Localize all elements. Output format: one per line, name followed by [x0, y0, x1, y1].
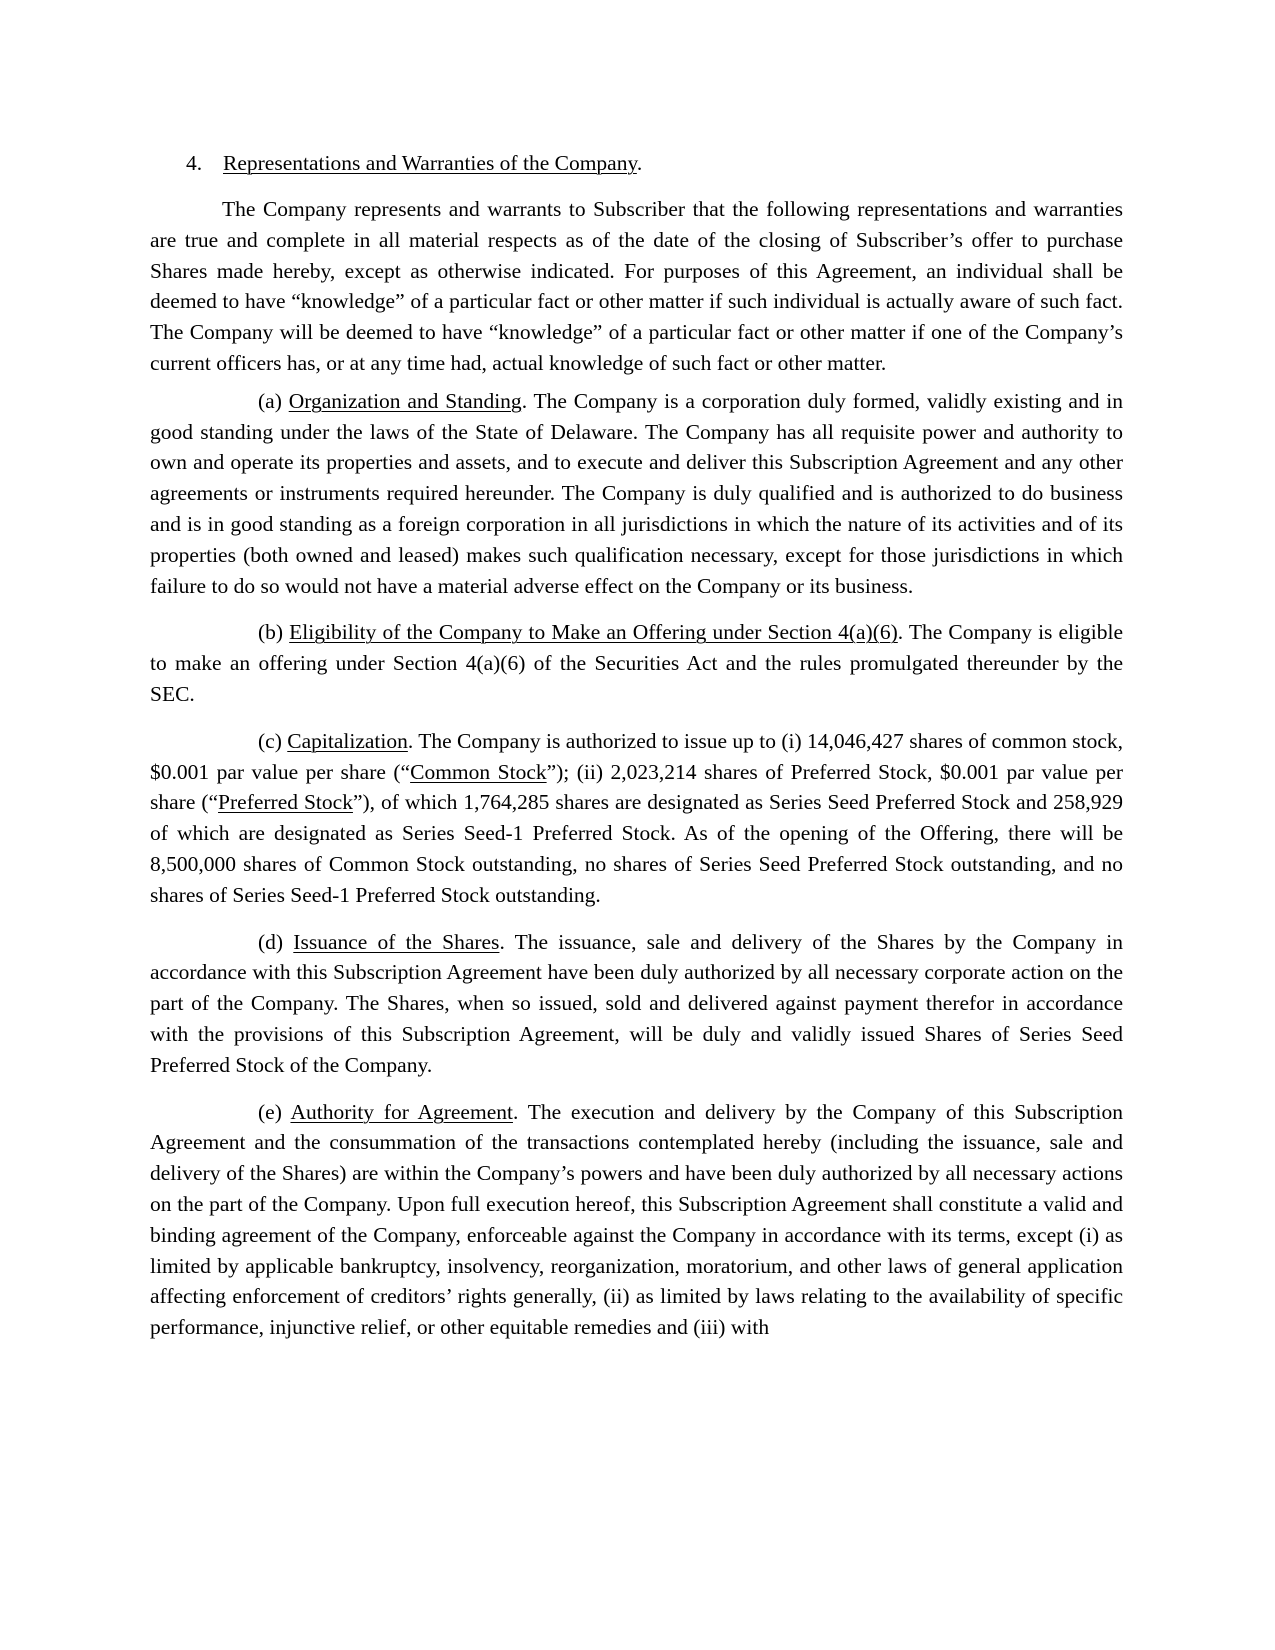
subsection-title: Organization and Standing: [288, 388, 522, 413]
subsection-d: [150, 927, 1123, 1081]
defined-term-preferred-stock: Preferred Stock: [218, 790, 353, 815]
subsection-letter: (d): [258, 929, 284, 954]
section-title-period: .: [636, 151, 643, 175]
subsection-letter: (a): [258, 388, 282, 413]
section-number: 4.: [186, 151, 203, 175]
document-body: [150, 148, 1123, 1343]
subsection-title: Authority for Agreement: [290, 1099, 513, 1124]
subsection-title: Eligibility of the Company to Make an Offering under Section 4(a)(6): [289, 620, 898, 645]
subsection-letter: (c): [258, 728, 282, 753]
subsection-b: [150, 617, 1123, 709]
section-heading: [186, 148, 1123, 179]
subsection-letter: (b): [258, 620, 284, 645]
subsection-e: [150, 1097, 1123, 1343]
subsection-body: . The issuance, sale and delivery of the Shares by the Company in accordance with this Subscription Agreement have been duly authorized by all necessary corporate action on the part of the Company. The Shares, when so issued, sold and delivered against payment therefor in accordance with the provisions of this Subscription Agreement, will be duly and validly issued Shares of Series Seed Preferred Stock of the Company.: [150, 929, 1124, 1077]
subsection-c: [150, 726, 1123, 911]
subsection-body-part-3: ”), of which 1,764,285 shares are designated as Series Seed Preferred Stock and 258,929 of which are designated as Series Seed-1 Preferred Stock. As of the opening of the Offering, there will be 8,500,000 shares of Common Stock outstanding, no shares of Series Seed Preferred Stock outstanding, and no shares of Series Seed-1 Preferred Stock outstanding.: [150, 790, 1123, 907]
defined-term-common-stock: Common Stock: [410, 759, 547, 784]
section-title: Representations and Warranties of the Company: [223, 151, 637, 175]
subsection-letter: (e): [258, 1099, 282, 1124]
subsection-body: . The Company is a corporation duly formed, validly existing and in good standing under the laws of the State of Delaware. The Company has all requisite power and authority to own and operate its properties and assets, and to execute and deliver this Subscription Agreement and any other agreements or instruments required hereunder. The Company is duly qualified and is authorized to do business and is in good standing as a foreign corporation in all jurisdictions in which the nature of its activities and of its properties (both owned and leased) makes such qualification necessary, except for those jurisdictions in which failure to do so would not have a material adverse effect on the Company or its business.: [150, 388, 1123, 598]
subsection-title: Capitalization: [287, 728, 408, 753]
subsection-body: . The Company is eligible to make an offering under Section 4(a)(6) of the Securities Act and the rules promulgated thereunder by the SEC.: [150, 620, 1123, 706]
subsection-a: [150, 386, 1123, 602]
subsection-body-part-2: ”); (ii) 2,023,214 shares of Preferred Stock, $0.001 par value per share (“: [150, 759, 1123, 815]
subsection-title: Issuance of the Shares: [293, 929, 500, 954]
intro-paragraph: The Company represents and warrants to Subscriber that the following representations and warranties are true and complete in all material respects as of the date of the closing of Subscriber’s offer to purchase Shares made hereby, except as otherwise indicated. For purposes of this Agreement, an individual shall be deemed to have “knowledge” of a particular fact or other matter if such individual is actually aware of such fact. The Company will be deemed to have “knowledge” of a particular fact or other matter if one of the Company’s current officers has, or at any time had, actual knowledge of such fact or other matter.: [150, 197, 1123, 375]
subsection-body-part-1: . The Company is authorized to issue up to (i) 14,046,427 shares of common stock, $0.001 par value per share (“: [150, 728, 1123, 784]
subsection-body: . The execution and delivery by the Company of this Subscription Agreement and the consummation of the transactions contemplated hereby (including the issuance, sale and delivery of the Shares) are within the Company’s powers and have been duly authorized by all necessary actions on the part of the Company. Upon full execution hereof, this Subscription Agreement shall constitute a valid and binding agreement of the Company, enforceable against the Company in accordance with its terms, except (i) as limited by applicable bankruptcy, insolvency, reorganization, moratorium, and other laws of general application affecting enforcement of creditors’ rights generally, (ii) as limited by laws relating to the availability of specific performance, injunctive relief, or other equitable remedies and (iii) with: [150, 1099, 1123, 1340]
